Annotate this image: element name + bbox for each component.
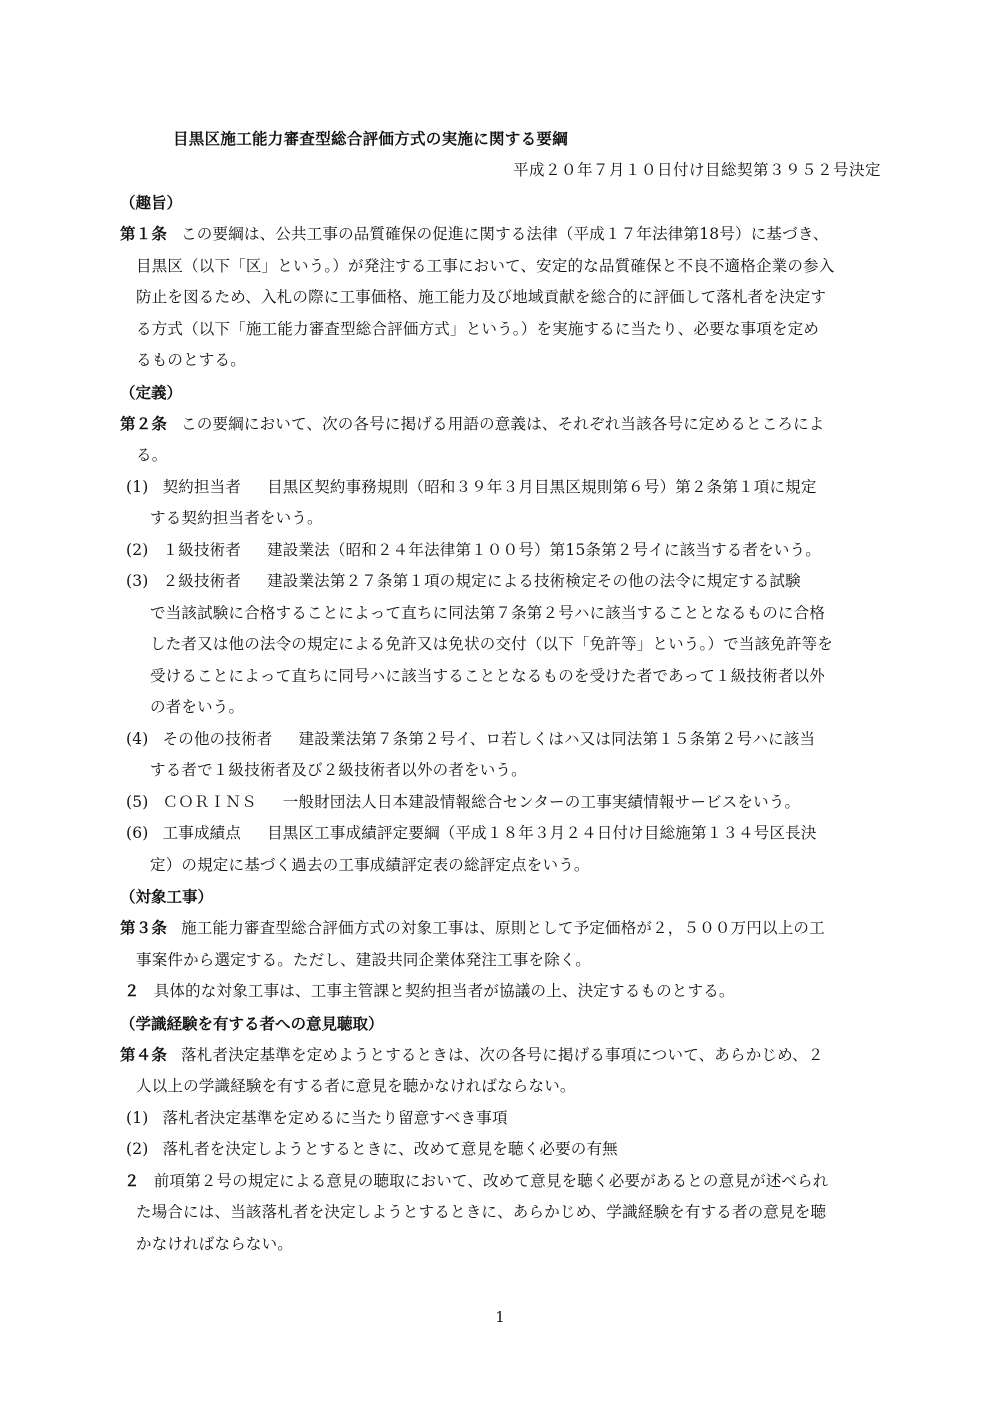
definition-item-line: で当該試験に合格することによって直ちに同法第７条第２号ハに該当することとなるものに合格 <box>150 603 826 622</box>
definition-item <box>120 535 882 567</box>
paragraph-number: ２ <box>124 1171 140 1190</box>
item-text: 落札者を決定しようとするときに、改めて意見を聴く必要の有無 <box>162 1140 618 1158</box>
article-number: 第３条 <box>120 919 168 937</box>
item-number: (2) <box>126 540 149 559</box>
item-text: 一般財団法人日本建設情報総合センターの工事実績情報サービスをいう。 <box>282 792 801 811</box>
article-number: 第４条 <box>120 1045 168 1064</box>
article-4-paragraph-2-line: た場合には、当該落札者を決定しようとするときに、あらかじめ、学識経験を有する者の意見を聴 <box>136 1203 827 1221</box>
definition-item-line: 受けることによって直ちに同号ハに該当することとなるものを受けた者であって１級技術者以外 <box>150 666 825 685</box>
item-number: (1) <box>126 477 149 496</box>
article-1-line: る方式（以下「施工能力審査型総合評価方式」という。）を実施するに当たり、必要な事項を定め <box>136 319 820 338</box>
article-text: 落札者決定基準を定めようとするときは、次の各号に掲げる事項について、あらかじめ、２ <box>181 1045 824 1064</box>
article-2-line: る。 <box>136 446 168 464</box>
decision-date: 平成２０年７月１０日付け目総契第３９５２号決定 <box>512 161 881 179</box>
item-number: (3) <box>126 572 149 590</box>
section-heading-definitions: （定義） <box>120 383 183 402</box>
item-term: ２級技術者 <box>162 572 242 590</box>
article-4-line: 人以上の学識経験を有する者に意見を聴かなければならない。 <box>136 1077 576 1095</box>
article-1-line: 目黒区（以下「区」という。）が発注する工事において、安定的な品質確保と不良不適格企業の参入 <box>136 256 835 275</box>
article-text: 施工能力審査型総合評価方式の対象工事は、原則として予定価格が２，５００万円以上の工 <box>181 919 825 937</box>
article-number: 第１条 <box>120 225 168 243</box>
definition-item <box>120 472 882 504</box>
article-1-line: 防止を図るため、入札の際に工事価格、施工能力及び地域貢献を総合的に評価して落札者を決定す <box>136 288 827 306</box>
definition-item-line: 定）の規定に基づく過去の工事成績評定表の総評定点をいう。 <box>150 855 590 874</box>
article-2-line <box>120 409 882 441</box>
item-term: １級技術者 <box>162 540 242 559</box>
article-3-paragraph-2 <box>120 976 882 1008</box>
definition-item <box>120 818 882 850</box>
item-term: 契約担当者 <box>162 477 242 496</box>
article-4-item <box>120 1134 882 1166</box>
document-title: 目黒区施工能力審査型総合評価方式の実施に関する要綱 <box>173 130 569 148</box>
article-text: この要綱において、次の各号に掲げる用語の意義は、それぞれ当該各号に定めるところによ <box>181 414 825 433</box>
page-number: 1 <box>495 1308 505 1326</box>
article-4-line <box>120 1040 882 1072</box>
section-heading-expert-opinion: （学識経験を有する者への意見聴取） <box>120 1014 384 1033</box>
item-number: (5) <box>126 792 149 811</box>
definition-item <box>120 787 882 819</box>
section-heading-purpose: （趣旨） <box>120 194 183 212</box>
definition-item-line: した者又は他の法令の規定による免許又は免状の交付（以下「免許等」という。）で当該免許等を <box>150 635 834 653</box>
definition-item-line: の者をいう。 <box>150 698 245 716</box>
definition-item-line: する者で１級技術者及び２級技術者以外の者をいう。 <box>150 761 527 779</box>
section-heading-target-works: （対象工事） <box>120 888 214 906</box>
article-3-line <box>120 913 882 945</box>
definition-item <box>120 724 882 756</box>
item-text: 建設業法（昭和２４年法律第１００号）第15条第２号イに該当する者をいう。 <box>267 540 822 559</box>
paragraph-text: 前項第２号の規定による意見の聴取において、改めて意見を聴く必要があるとの意見が述べられ <box>153 1171 829 1190</box>
item-number: (1) <box>126 1108 149 1127</box>
item-text: 落札者決定基準を定めるに当たり留意すべき事項 <box>162 1108 508 1127</box>
paragraph-text: 具体的な対象工事は、工事主管課と契約担当者が協議の上、決定するものとする。 <box>153 982 735 1000</box>
item-term: ＣＯＲＩＮＳ <box>162 792 257 811</box>
article-3-line: 事案件から選定する。ただし、建設共同企業体発注工事を除く。 <box>136 950 591 969</box>
item-number: (2) <box>126 1140 149 1158</box>
article-number: 第２条 <box>120 414 168 433</box>
definition-item-line: する契約担当者をいう。 <box>150 509 323 527</box>
item-text: 目黒区契約事務規則（昭和３９年３月目黒区規則第６号）第２条第１項に規定 <box>267 477 817 496</box>
item-term: 工事成績点 <box>162 824 242 842</box>
item-text: 目黒区工事成績評定要綱（平成１８年３月２４日付け目総施第１３４号区長決 <box>267 824 817 842</box>
item-number: (4) <box>126 729 149 748</box>
article-text: この要綱は、公共工事の品質確保の促進に関する法律（平成１７年法律第18号）に基づき、 <box>181 225 829 243</box>
article-4-paragraph-2 <box>120 1166 882 1198</box>
definition-item <box>120 566 882 598</box>
paragraph-number: ２ <box>124 982 140 1000</box>
article-4-item <box>120 1103 882 1135</box>
item-number: (6) <box>126 824 149 842</box>
document-body <box>120 187 882 1260</box>
article-1-line: るものとする。 <box>136 351 246 369</box>
item-term: その他の技術者 <box>162 729 273 748</box>
item-text: 建設業法第７条第２号イ、ロ若しくはハ又は同法第１５条第２号ハに該当 <box>298 729 816 748</box>
article-1-line <box>120 219 882 251</box>
item-text: 建設業法第２７条第１項の規定による技術検定その他の法令に規定する試験 <box>267 572 801 590</box>
article-4-paragraph-2-line: かなければならない。 <box>136 1234 294 1253</box>
